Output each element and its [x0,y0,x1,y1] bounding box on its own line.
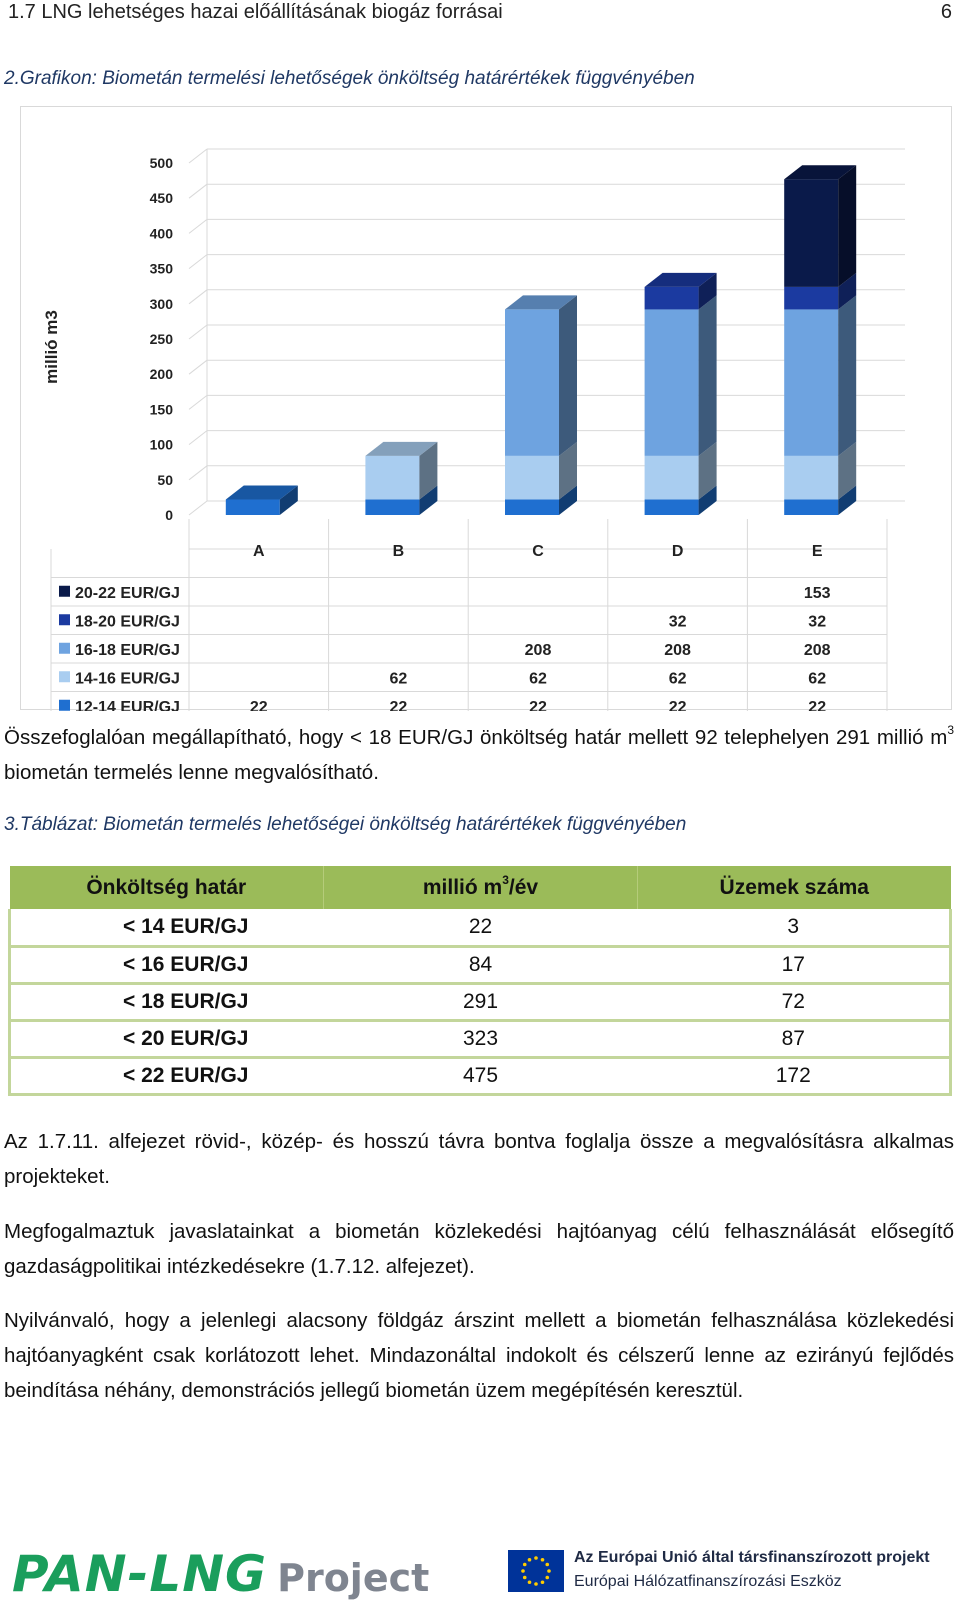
summary-sup: 3 [947,723,954,738]
bar-side-E [838,165,856,287]
stacked-bar-chart [21,107,953,711]
cell-volume: 291 [324,983,638,1020]
bar-segment-D [645,309,699,455]
y-tick-label: 400 [149,225,173,242]
gridline-side [189,395,207,409]
bar-segment-B [365,456,419,500]
eu-star [545,1563,549,1567]
y-tick-label: 50 [157,471,173,488]
gridline-side [189,290,207,304]
bar-segment-E [784,179,838,287]
eu-star [528,1558,532,1562]
gridline-side [189,431,207,445]
data-value-label: 62 [668,670,687,688]
cost-limit-table [8,866,952,1096]
bar-segment-D [645,287,699,310]
table-row [10,1020,951,1057]
y-tick-label: 100 [149,436,173,453]
cell-plants: 3 [638,909,951,946]
pan-lng-logo [12,1544,429,1608]
data-value-label: 32 [668,613,687,631]
bar-segment-C [505,456,559,500]
cell-volume: 323 [324,1020,638,1057]
table-row [10,1057,951,1094]
table-row [10,946,951,983]
bar-segment-E [784,309,838,455]
eu-star [545,1576,549,1580]
eu-star [523,1576,527,1580]
table-row [10,909,951,946]
summary-text-after: biometán termelés lenne megvalósítható. [4,761,379,784]
x-category-label: B [392,543,405,560]
eu-star [541,1580,545,1584]
cell-plants: 17 [638,946,951,983]
bar-side-D [699,295,717,455]
header-volume-sup: 3 [502,873,509,887]
gridline-side [189,255,207,269]
summary-text-before: Összefoglalóan megállapítható, hogy < 18 EUR/GJ önköltség határ mellett 92 telephelyen 291 millió m [4,726,948,749]
legend-swatch [59,671,70,682]
legend-label: 20-22 EUR/GJ [75,584,180,602]
cell-volume: 22 [324,909,638,946]
table-header-row [10,866,951,909]
legend-swatch [59,614,70,625]
data-value-label: 32 [808,613,827,631]
header-volume-unit: /év [508,876,539,899]
eu-line-1: Az Európai Unió által társfinanszírozott projekt [574,1549,930,1566]
cell-volume: 84 [324,946,638,983]
eu-star [521,1569,525,1573]
legend-label: 18-20 EUR/GJ [75,613,180,631]
header-cost-limit: Önköltség határ [10,866,324,909]
data-value-label: 62 [808,670,827,688]
paragraph-2: Megfogalmaztuk javaslatainkat a biometán közlekedési hajtóanyag célú felhasználását elősegítő gazdaságpolitikai intézkedésekre (1.7.12. alfejezet). [4,1220,954,1278]
legend-label: 12-14 EUR/GJ [75,698,180,711]
x-category-label: A [253,543,265,560]
data-value-label: 22 [529,698,547,711]
data-value-label: 62 [389,670,408,688]
cell-plants: 172 [638,1057,951,1094]
x-category-label: C [532,543,544,560]
header-volume [324,866,638,909]
y-tick-label: 200 [149,366,173,383]
gridline-side [189,149,207,163]
paragraph-3: Nyilvánvaló, hogy a jelenlegi alacsony földgáz árszint mellett a biometán felhasználása közlekedési hajtóanyagként csak korlátozott lehet. Mindazonáltal indokolt és célszerű lenne az ezirányú fejlődés beindítása néhány, demonstrációs jellegű biometán üzem megépítésén keresztül. [4,1309,954,1402]
legend-swatch [59,643,70,654]
legend-label: 16-18 EUR/GJ [75,641,180,659]
eu-funding-text [574,1546,930,1594]
data-value-label: 208 [803,641,831,659]
eu-line-2: Európai Hálózatfinanszírozási Eszköz [574,1573,842,1590]
eu-star [547,1569,551,1573]
legend-swatch [59,586,70,597]
cell-limit: < 16 EUR/GJ [10,946,324,983]
eu-star [534,1582,538,1586]
cell-limit: < 22 EUR/GJ [10,1057,324,1094]
bar-segment-E [784,456,838,500]
data-value-label: 208 [524,641,552,659]
gridline-side [189,501,207,515]
y-tick-label: 500 [149,155,173,171]
page-header [8,0,952,24]
data-value-label: 153 [803,584,831,602]
eu-flag-icon [508,1550,564,1592]
bar-segment-E [784,287,838,310]
cell-limit: < 20 EUR/GJ [10,1020,324,1057]
y-tick-label: 250 [149,331,173,347]
data-value-label: 62 [529,670,547,688]
bar-segment-A [226,500,280,515]
cell-limit: < 18 EUR/GJ [10,983,324,1020]
data-value-label: 22 [249,698,268,711]
eu-star [541,1558,545,1562]
y-tick-label: 450 [149,190,173,207]
data-value-label: 208 [664,641,691,659]
gridline-side [189,360,207,374]
table-body [10,909,951,1094]
x-category-label: D [671,543,684,560]
cell-plants: 87 [638,1020,951,1057]
data-value-label: 22 [389,698,408,711]
bar-side-E [838,295,856,455]
bar-segment-D [645,456,699,500]
x-category-label: E [811,543,823,560]
eu-star [523,1563,527,1567]
eu-star [528,1580,532,1584]
bar-segment-D [645,500,699,515]
bar-side-C [559,295,577,455]
bar-segment-B [365,500,419,515]
figure-caption: 2.Grafikon: Biometán termelési lehetőségek önköltség határértékek függvényében [4,68,695,89]
table-caption: 3.Táblázat: Biometán termelés lehetőségei önköltség határértékek függvényében [4,814,687,835]
legend-label: 14-16 EUR/GJ [75,670,180,688]
page-footer [0,1540,960,1612]
logo-main: PAN-LNG [12,1545,268,1603]
gridline-side [189,466,207,480]
legend-swatch [59,700,70,711]
y-tick-label: 0 [165,507,173,523]
chart-container [20,106,952,710]
bar-segment-C [505,500,559,515]
y-tick-label: 300 [149,295,173,312]
header-plant-count: Üzemek száma [638,866,951,909]
eu-star [534,1556,538,1560]
y-tick-label: 350 [149,260,173,277]
summary-paragraph [4,720,954,790]
paragraph-1: Az 1.7.11. alfejezet rövid-, közép- és hosszú távra bontva foglalja össze a megvalósításra alkalmas projekteket. [4,1130,954,1188]
header-volume-text: millió m [422,876,503,899]
table-row [10,983,951,1020]
cell-limit: < 14 EUR/GJ [10,909,324,946]
y-tick-label: 150 [149,401,173,418]
data-value-label: 22 [668,698,687,711]
y-axis-label: millió m3 [42,310,61,384]
data-value-label: 22 [808,698,827,711]
page-number: 6 [940,1,952,23]
bar-segment-E [784,500,838,515]
cell-volume: 475 [324,1057,638,1094]
bar-segment-C [505,309,559,455]
gridline-side [189,325,207,339]
logo-sub: Project [277,1556,430,1600]
cell-plants: 72 [638,983,951,1020]
gridline-side [189,219,207,233]
header-title: 1.7 LNG lehetséges hazai előállításának biogáz forrásai [8,1,503,23]
gridline-side [189,184,207,198]
